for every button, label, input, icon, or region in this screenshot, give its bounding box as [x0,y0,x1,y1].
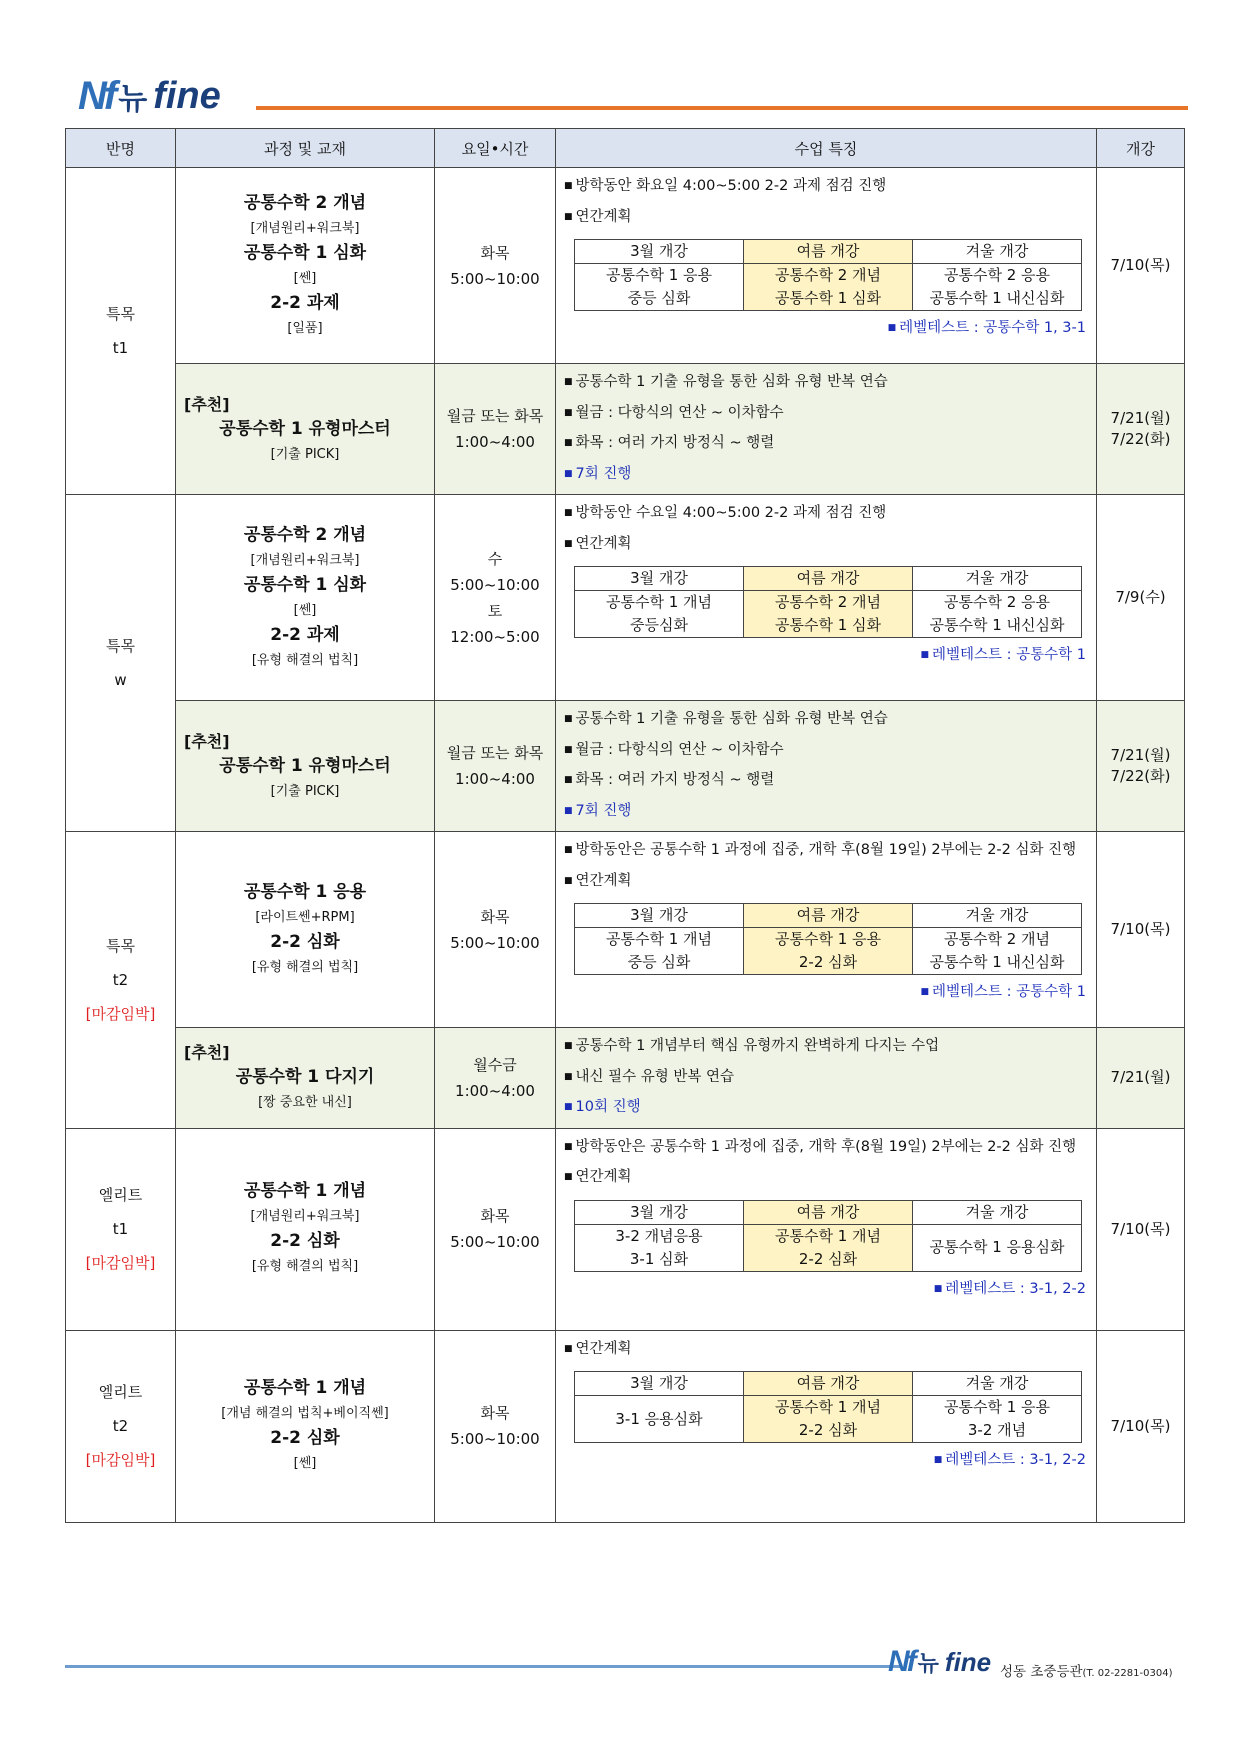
time-line: 1:00~4:00 [455,770,535,788]
open-date: 7/21(월) [1110,746,1171,764]
course-title: 2-2 과제 [270,624,340,645]
open-date-cell [1097,364,1185,495]
table-row [66,832,1185,1028]
class-name-line: t2 [112,970,129,989]
time-line: 12:00~5:00 [450,627,540,646]
open-date-cell [1097,168,1185,364]
annual-plan-term: 3월 개강 [575,904,744,928]
course-title: 2-2 과제 [270,292,340,313]
class-name-line: 특목 [106,305,135,323]
annual-plan-table [574,1371,1082,1443]
class-name-line: 특목 [106,637,135,655]
bullet-icon: ■ [564,1071,573,1082]
annual-plan-course: 2-2 심화 [798,953,858,971]
bullet-icon: ■ [564,407,573,418]
table-row [66,701,1185,832]
annual-plan-header [575,1372,1082,1396]
header-course: 과정 및 교재 [176,129,435,168]
table-row [66,1028,1185,1129]
class-name-line: 엘리트 [98,1383,143,1401]
textbook-name: [짱 중요한 내신] [258,1095,352,1111]
bullet-icon: ■ [564,377,573,387]
feature-text: 화목 : 여러 가지 방정식 ~ 행렬 [575,772,775,788]
textbook-name: [개념 해결의 법칙+베이직쎈] [221,1406,389,1421]
brand-name: fine [153,74,221,117]
time-cell [435,1128,556,1330]
annual-plan-cell [913,928,1082,975]
course-cell [176,1028,435,1129]
course-cell [176,168,435,364]
feature-item [564,1093,1088,1124]
level-test-text: 레벨테스트 : 3-1, 2-2 [945,1280,1086,1297]
course-title: 공통수학 2 개념 [243,524,367,545]
open-date: 7/22(화) [1110,430,1171,448]
recommend-tag: [추천] [184,731,230,751]
bullet-icon: ■ [564,775,573,785]
class-name-cell [66,168,176,495]
annual-plan-course: 중등 심화 [627,289,691,307]
open-date: 7/10(목) [1110,256,1171,274]
level-test-note [564,979,1088,1007]
course-cell [176,364,435,495]
annual-plan-courses [575,1224,1082,1271]
footer-brand-name: fine [944,1646,992,1677]
annual-plan-courses [575,264,1082,311]
course-title: 공통수학 1 심화 [243,574,367,595]
open-date-cell [1097,1128,1185,1330]
annual-plan-header [575,240,1082,264]
annual-plan-term: 겨울 개강 [913,240,1082,264]
annual-plan-table [574,566,1082,638]
feature-item [564,736,1088,767]
annual-plan-cell [575,591,744,638]
class-name-line: t2 [112,1417,129,1435]
bullet-icon: ■ [564,1102,573,1112]
annual-plan-cell [575,1396,744,1443]
table-row [66,168,1185,364]
header-open: 개강 [1097,129,1185,168]
time-cell [435,1028,556,1129]
annual-plan-term: 3월 개강 [575,1200,744,1224]
annual-plan-course: 공통수학 2 개념 [774,266,882,284]
annual-plan-course: 공통수학 1 개념 [774,1398,882,1416]
open-date-cell [1097,1330,1185,1522]
course-title: 공통수학 1 개념 [243,1378,367,1398]
features-cell [556,1128,1097,1330]
level-test-note [564,642,1088,670]
page-header [78,70,1188,122]
bullet-icon: ■ [564,211,573,222]
feature-text: 공통수학 1 기출 유형을 통한 심화 유형 반복 연습 [575,711,888,727]
time-line: 5:00~10:00 [450,1233,540,1251]
class-name-line: w [114,671,127,689]
annual-plan-course: 2-2 심화 [798,1421,858,1439]
footer-divider [65,1665,902,1668]
open-date-cell [1097,495,1185,701]
annual-plan-table [574,239,1082,311]
feature-item [564,203,1088,234]
time-line: 5:00~10:00 [450,269,540,288]
feature-item [564,368,1088,399]
annual-plan-course: 공통수학 2 응용 [943,593,1051,611]
class-name-line: 특목 [106,936,135,955]
annual-plan-course: 공통수학 2 개념 [774,593,882,611]
bullet-icon: ■ [564,845,573,855]
footer-brand-mark: Nf [888,1645,914,1678]
textbook-name: [유형 해결의 법칙] [251,1259,359,1274]
table-row [66,364,1185,495]
annual-plan-course: 중등심화 [630,616,688,634]
annual-plan-header [575,904,1082,928]
brand-korean: 뉴 [118,82,148,117]
textbook-name: [개념원리+워크북] [250,552,360,568]
course-title: 공통수학 1 개념 [243,1181,367,1201]
footer-contact [1000,1660,1172,1680]
feature-item [564,429,1088,460]
annual-plan-courses [575,1396,1082,1443]
feature-text: 내신 필수 유형 반복 연습 [575,1068,735,1085]
feature-text: 연간계획 [575,208,632,225]
annual-plan-cell [575,264,744,311]
brand-logo [78,70,221,122]
footer-branch: 성동 초중등관 [1000,1664,1083,1680]
annual-plan-course: 공통수학 1 내신심화 [929,953,1065,971]
annual-plan-course: 공통수학 1 응용 [605,266,713,284]
textbook-name: [쎈] [293,602,317,618]
bullet-icon: ■ [564,1141,573,1152]
table-header-row [66,129,1185,168]
feature-text: 연간계획 [575,1169,632,1185]
features-cell [556,1028,1097,1129]
feature-text: 공통수학 1 개념부터 핵심 유형까지 완벽하게 다지는 수업 [575,1038,940,1054]
textbook-name: [일품] [287,320,323,336]
annual-plan-course: 공통수학 1 응용 [774,930,882,948]
features-cell [556,364,1097,495]
feature-item [564,1133,1088,1164]
feature-item [564,530,1088,561]
time-line: 화목 [480,1207,510,1225]
course-cell [176,701,435,832]
annual-plan-cell [744,591,913,638]
course-title: 2-2 심화 [270,1231,340,1251]
feature-text: 10회 진행 [575,1099,641,1115]
page-footer [0,1640,1240,1700]
course-title: 공통수학 1 다지기 [235,1067,375,1088]
annual-plan-course: 공통수학 2 개념 [943,930,1051,948]
annual-plan-course: 3-2 개념응용 [615,1226,703,1245]
textbook-name: [라이트쎈+RPM] [255,909,355,925]
open-date: 7/9(수) [1115,588,1166,606]
time-line: 월금 또는 화목 [446,744,544,762]
time-line: 월수금 [473,1055,517,1074]
annual-plan-course: 3-1 심화 [629,1249,689,1268]
features-cell [556,832,1097,1028]
feature-text: 방학동안은 공통수학 1 과정에 집중, 개학 후(8월 19일) 2부에는 2-2 심화 진행 [575,1138,1077,1155]
annual-plan-course: 공통수학 1 응용 [943,1398,1051,1416]
annual-plan-term: 여름 개강 [744,567,913,591]
footer-phone: (T. 02-2281-0304) [1082,1668,1173,1679]
bullet-icon: ■ [564,438,573,448]
feature-item [564,705,1088,736]
bullet-icon: ■ [564,1172,573,1182]
open-date: 7/10(목) [1110,1416,1171,1435]
annual-plan-term: 여름 개강 [744,240,913,264]
feature-text: 월금 : 다항식의 연산 ~ 이차함수 [575,741,784,758]
bullet-icon: ■ [564,1041,573,1051]
class-schedule-table [65,128,1185,1523]
course-cell [176,1128,435,1330]
bullet-icon: ■ [933,1455,943,1465]
class-name-cell [66,495,176,832]
table-body [66,168,1185,1523]
course-cell [176,832,435,1028]
annual-plan-cell [744,264,913,311]
course-title: 공통수학 1 응용 [243,881,367,902]
annual-plan-course: 공통수학 1 개념 [605,930,713,948]
feature-item [564,460,1088,491]
header-features: 수업 특징 [556,129,1097,168]
feature-item [564,1335,1088,1366]
table-row [66,495,1185,701]
annual-plan-cell [744,1224,913,1271]
recommend-tag: [추천] [184,394,230,414]
features-cell [556,701,1097,832]
annual-plan-course: 중등 심화 [627,953,691,971]
time-cell [435,495,556,701]
annual-plan-term: 겨울 개강 [913,1372,1082,1396]
feature-text: 7회 진행 [575,465,632,482]
annual-plan-table [574,903,1082,975]
open-date: 7/22(화) [1110,767,1171,785]
class-name-line: t1 [112,339,129,357]
recommend-tag: [추천] [184,1043,230,1063]
time-cell [435,168,556,364]
feature-item [564,1032,1088,1063]
textbook-name: [개념원리+워크북] [250,220,360,236]
annual-plan-header [575,1200,1082,1224]
features-cell [556,495,1097,701]
annual-plan-term: 겨울 개강 [913,1200,1082,1224]
course-title: 공통수학 1 유형마스터 [219,755,391,776]
feature-text: 7회 진행 [575,802,632,819]
annual-plan-courses [575,591,1082,638]
feature-item [564,836,1088,867]
bullet-icon: ■ [564,875,573,886]
feature-text: 화목 : 여러 가지 방정식 ~ 행렬 [575,435,775,451]
feature-item [564,1163,1088,1194]
bullet-icon: ■ [920,650,929,660]
brand-mark: Nf [78,73,115,118]
annual-plan-courses [575,928,1082,975]
annual-plan-cell [913,591,1082,638]
footer-logo [888,1645,991,1679]
bullet-icon: ■ [920,987,929,997]
feature-item [564,399,1088,430]
level-test-note [564,315,1088,343]
time-cell [435,832,556,1028]
annual-plan-course: 공통수학 1 심화 [774,616,882,634]
bullet-icon: ■ [564,181,573,191]
feature-item [564,499,1088,530]
annual-plan-term: 여름 개강 [744,1200,913,1224]
level-test-text: 레벨테스트 : 공통수학 1 [931,647,1086,663]
class-name-cell [66,832,176,1129]
annual-plan-course: 3-1 응용심화 [615,1409,703,1428]
level-test-text: 레벨테스트 : 공통수학 1, 3-1 [899,320,1086,336]
annual-plan-course: 공통수학 1 내신심화 [929,616,1065,634]
time-line: 1:00~4:00 [455,1081,535,1100]
deadline-badge: [마감임박] [85,1451,156,1469]
feature-text: 방학동안 화요일 4:00~5:00 2-2 과제 점검 진행 [575,178,887,194]
header-time: 요일•시간 [435,129,556,168]
feature-item [564,1063,1088,1094]
time-line: 월금 또는 화목 [446,407,544,425]
textbook-name: [쎈] [293,1456,317,1471]
annual-plan-cell [744,1396,913,1443]
open-date: 7/21(월) [1110,1068,1171,1087]
textbook-name: [기출 PICK] [270,783,340,799]
annual-plan-cell [913,1224,1082,1271]
textbook-name: [유형 해결의 법칙] [251,652,359,668]
annual-plan-term: 겨울 개강 [913,904,1082,928]
features-cell [556,168,1097,364]
bullet-icon: ■ [564,714,573,724]
open-date-cell [1097,832,1185,1028]
annual-plan-table [574,1200,1082,1272]
course-title: 2-2 심화 [270,1428,340,1448]
time-cell [435,701,556,832]
course-cell [176,495,435,701]
textbook-name: [유형 해결의 법칙] [251,959,359,975]
feature-item [564,797,1088,828]
bullet-icon: ■ [933,1283,943,1294]
feature-text: 월금 : 다항식의 연산 ~ 이차함수 [575,404,784,421]
bullet-icon: ■ [564,1343,573,1354]
annual-plan-course: 공통수학 2 응용 [943,266,1051,284]
textbook-name: [쎈] [293,270,317,286]
time-line: 5:00~10:00 [450,933,540,952]
level-test-text: 레벨테스트 : 공통수학 1 [931,984,1086,1000]
feature-text: 방학동안 수요일 4:00~5:00 2-2 과제 점검 진행 [575,505,887,521]
annual-plan-course: 3-2 개념 [967,1421,1027,1439]
annual-plan-cell [913,264,1082,311]
course-title: 공통수학 2 개념 [243,192,367,213]
footer-brand-korean: 뉴 [917,1651,939,1677]
annual-plan-cell [575,928,744,975]
level-test-note [564,1276,1088,1304]
deadline-badge: [마감임박] [85,1254,156,1272]
feature-item [564,766,1088,797]
open-date-cell [1097,1028,1185,1129]
feature-text: 연간계획 [575,1340,632,1357]
table-row [66,1330,1185,1522]
level-test-note [564,1447,1088,1475]
time-line: 수 [487,549,503,568]
annual-plan-course: 공통수학 1 내신심화 [929,289,1065,307]
time-cell [435,1330,556,1522]
open-date-cell [1097,701,1185,832]
annual-plan-course: 공통수학 1 개념 [605,593,713,611]
annual-plan-term: 3월 개강 [575,567,744,591]
class-name-cell [66,1128,176,1330]
feature-item [564,867,1088,898]
bullet-icon: ■ [887,323,897,333]
annual-plan-term: 3월 개강 [575,1372,744,1396]
course-cell [176,1330,435,1522]
annual-plan-term: 여름 개강 [744,904,913,928]
feature-text: 공통수학 1 기출 유형을 통한 심화 유형 반복 연습 [575,374,888,390]
course-title: 공통수학 1 유형마스터 [219,418,391,439]
annual-plan-cell [744,928,913,975]
feature-text: 방학동안은 공통수학 1 과정에 집중, 개학 후(8월 19일) 2부에는 2-2 심화 진행 [575,842,1077,858]
textbook-name: [기출 PICK] [270,446,340,462]
table-row [66,1128,1185,1330]
level-test-text: 레벨테스트 : 3-1, 2-2 [945,1452,1086,1468]
annual-plan-course: 공통수학 1 개념 [774,1226,882,1245]
annual-plan-cell [913,1396,1082,1443]
bullet-icon: ■ [564,805,573,816]
time-line: 화목 [480,907,510,926]
course-title: 2-2 심화 [270,931,340,952]
annual-plan-term: 여름 개강 [744,1372,913,1396]
annual-plan-cell [575,1224,744,1271]
time-line: 화목 [480,243,510,262]
annual-plan-course: 공통수학 1 응용심화 [929,1238,1065,1256]
features-cell [556,1330,1097,1522]
textbook-name: [개념원리+워크북] [250,1209,360,1224]
deadline-badge: [마감임박] [85,1004,156,1023]
annual-plan-course: 공통수학 1 심화 [774,289,882,307]
open-date: 7/21(월) [1110,409,1171,427]
feature-item [564,172,1088,203]
course-title: 공통수학 1 심화 [243,242,367,263]
header-divider [256,106,1188,110]
time-line: 토 [487,601,503,620]
feature-text: 연간계획 [575,872,632,889]
annual-plan-term: 3월 개강 [575,240,744,264]
time-line: 5:00~10:00 [450,575,540,594]
bullet-icon: ■ [564,468,573,479]
time-cell [435,364,556,495]
annual-plan-term: 겨울 개강 [913,567,1082,591]
bullet-icon: ■ [564,744,573,755]
feature-text: 연간계획 [575,535,632,552]
time-line: 5:00~10:00 [450,1430,540,1448]
time-line: 1:00~4:00 [455,433,535,451]
annual-plan-course: 2-2 심화 [798,1249,858,1268]
open-date: 7/10(목) [1110,920,1171,938]
class-name-cell [66,1330,176,1522]
class-name-line: 엘리트 [98,1186,143,1204]
annual-plan-header [575,567,1082,591]
header-class: 반명 [66,129,176,168]
bullet-icon: ■ [564,508,573,518]
time-line: 화목 [480,1404,510,1422]
bullet-icon: ■ [564,538,573,549]
open-date: 7/10(목) [1110,1219,1171,1238]
class-name-line: t1 [112,1220,129,1238]
